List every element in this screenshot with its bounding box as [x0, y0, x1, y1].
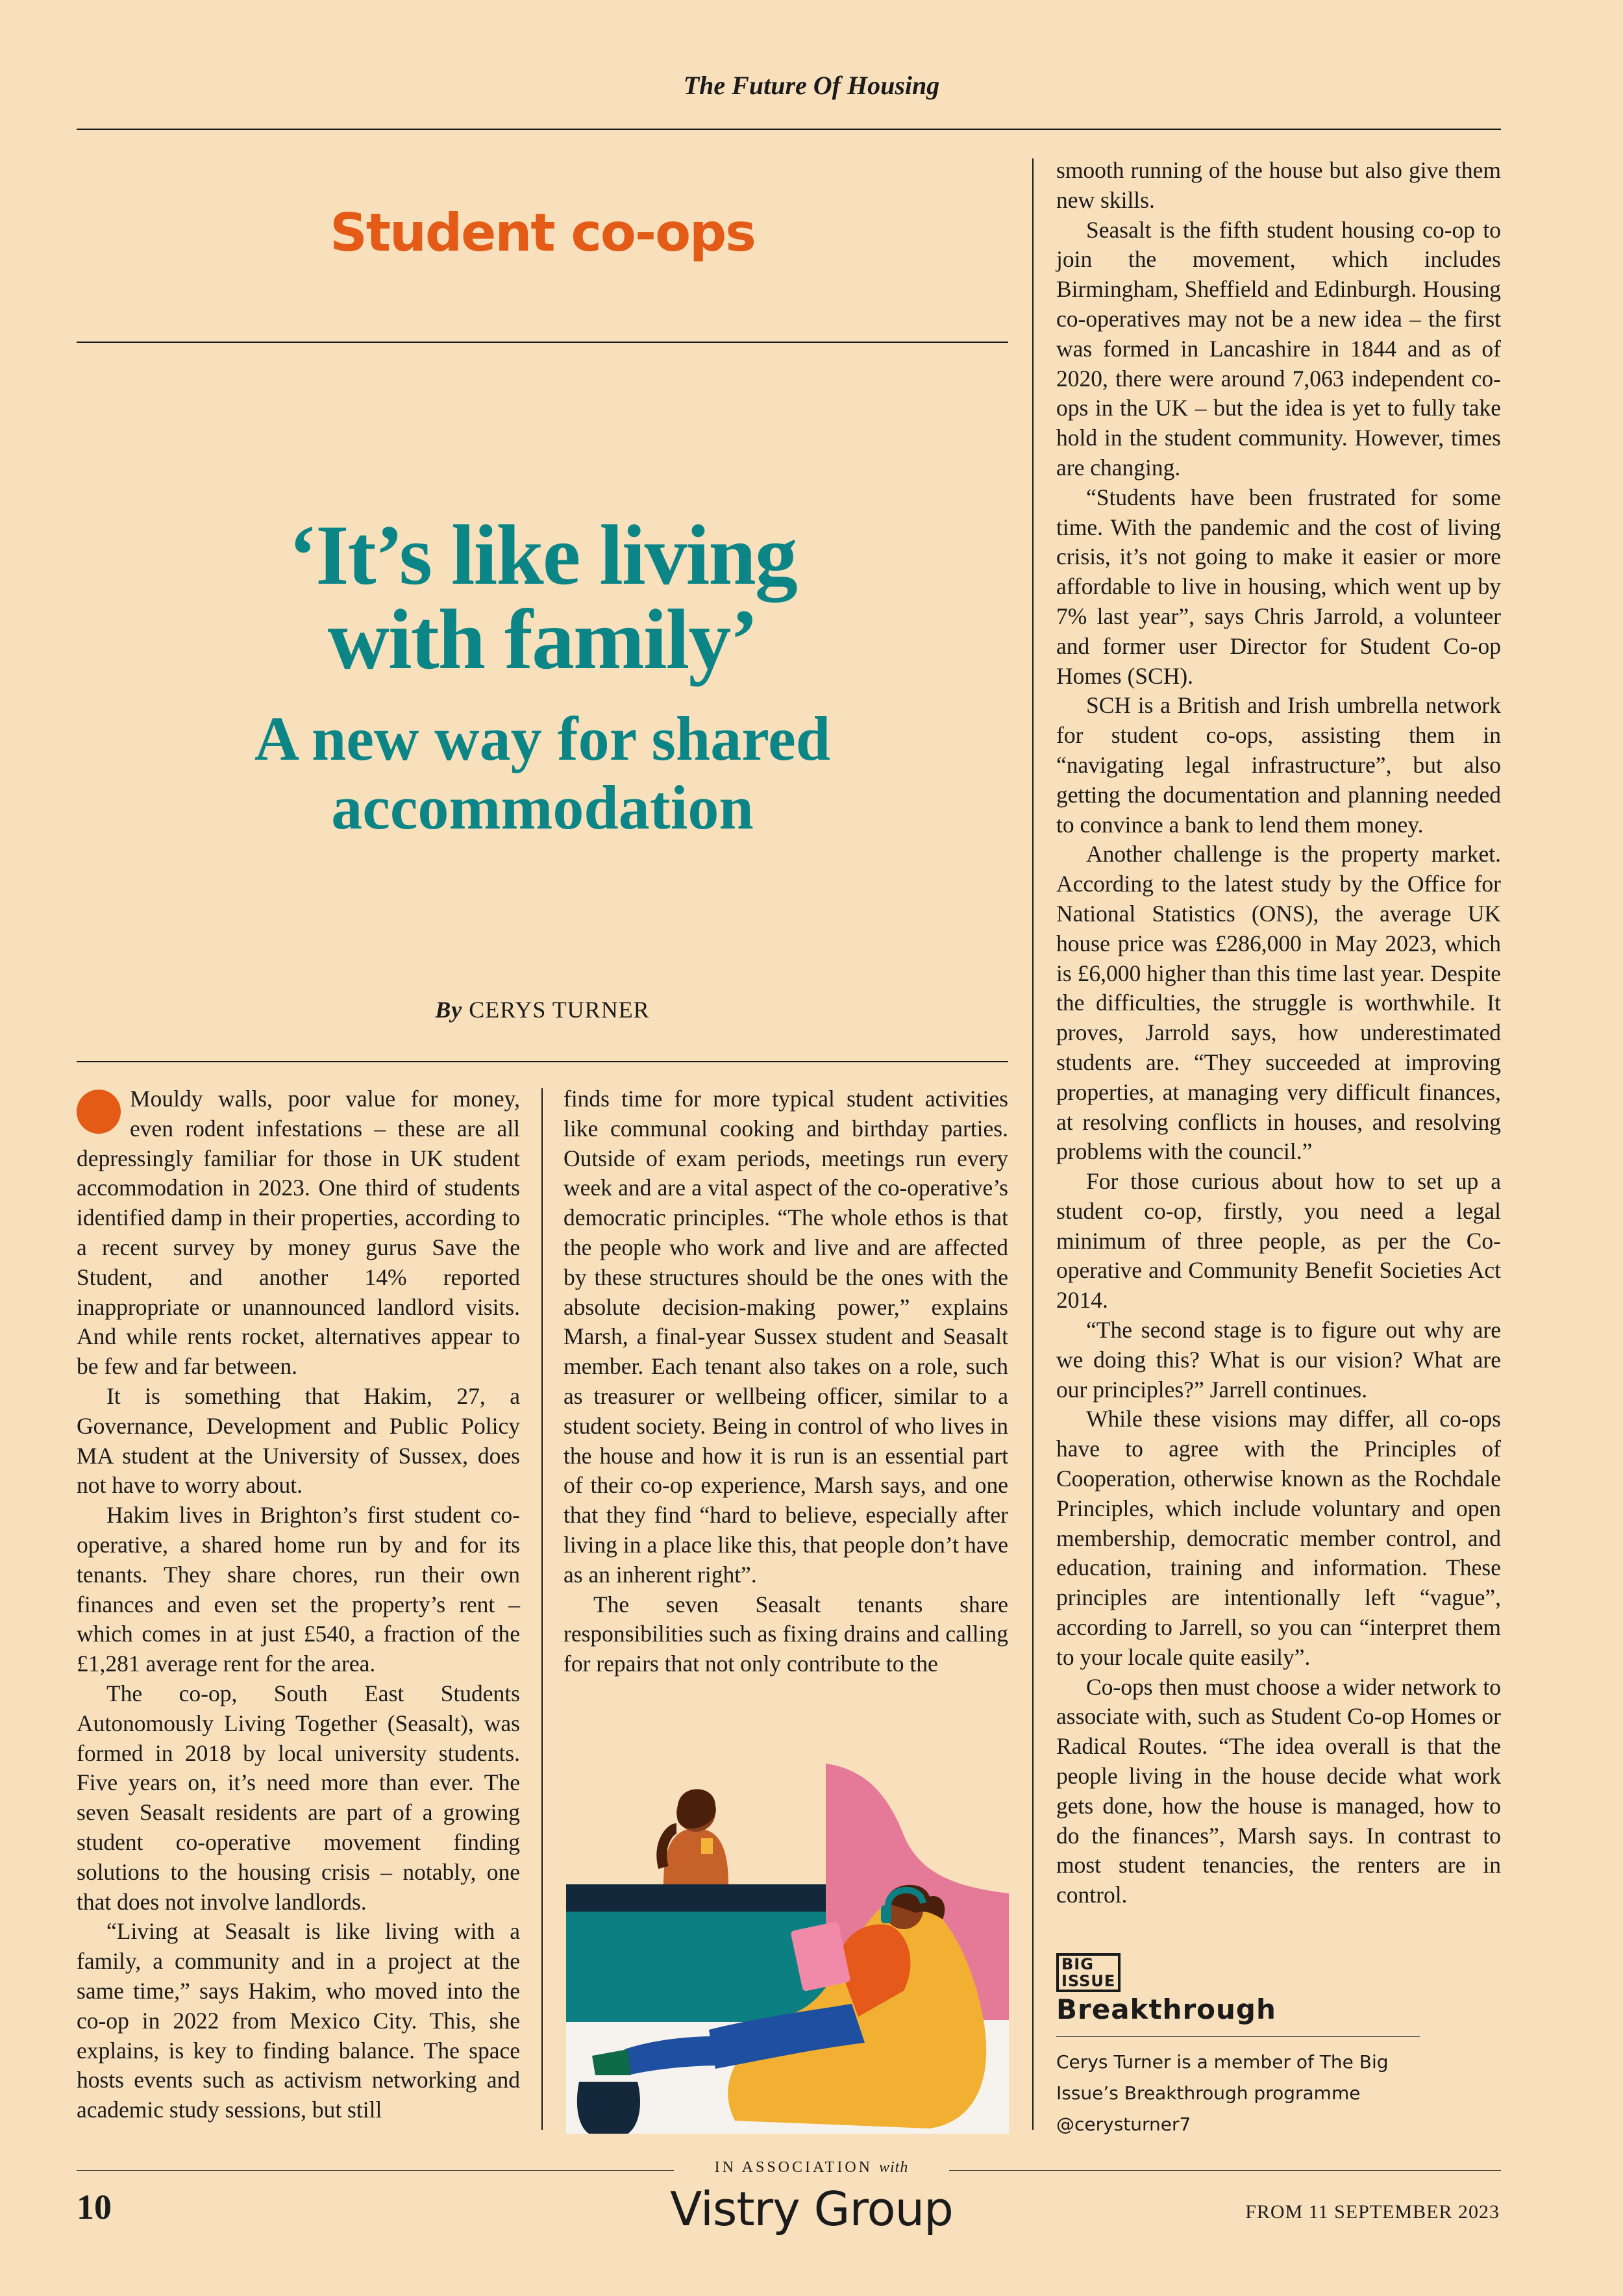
- paragraph: Co-ops then must choose a wider network to associate with, such as Student Co-op Homes or Radical Routes. “The idea overall is that the people living in the house decide what work gets done, how the house is managed, how to do the finances”, Marsh says. In contrast to most student tenancies, the renters are in control.: [1056, 1673, 1501, 1908]
- header-rule: [77, 129, 1501, 130]
- paragraph: Hakim lives in Brighton’s first student co-operative, a shared home run by and for its tenants. They share chores, run their own finances and even set the property’s rent – which comes in at just £540, a fraction of the £1,281 average rent for the area.: [77, 1502, 520, 1677]
- paragraph: Mouldy walls, poor value for money, even rodent infestations – these are all depressingly familiar for those in UK student accommodation in 2023. One third of students identified damp in their properties, according to a recent survey by money gurus Save the Student, and another 14% reported inappropriate or unannounced landlord visits. And while rents rocket, alternatives appear to be few and far between.: [77, 1086, 520, 1380]
- article-column-3: [1056, 156, 1501, 1910]
- article-column-1: [77, 1084, 520, 2125]
- breakthrough-rule: [1056, 2036, 1420, 2037]
- paragraph: Seasalt is the fifth student housing co-op to join the movement, which includes Birmingham, Sheffield and Edinburgh. Housing co-operatives may not be a new idea – the first was formed in Lancashire in 1844 and as of 2020, there were around 7,063 independent co-ops in the UK – but the idea is yet to fully take hold in the student community. However, times are changing.: [1056, 216, 1501, 480]
- author-note: [1056, 2047, 1420, 2140]
- paragraph: The co-op, South East Students Autonomously Living Together (Seasalt), was formed in 2018 by local university students. Five years on, it’s need more than ever. The seven Seasalt residents are part of a growing student co-operative movement finding solutions to the housing crisis – notably, one that does not involve landlords.: [77, 1680, 520, 1915]
- students-relaxing-illustration: [566, 1731, 1009, 2134]
- paragraph: SCH is a British and Irish umbrella network for student co-ops, assisting them in “navigating legal infrastructure”, but also getting the documentation and planning needed to convince a bank to lend them money.: [1056, 692, 1501, 838]
- sponsor-logo: Vistry Group: [670, 2182, 953, 2236]
- association-text: IN ASSOCIATION: [714, 2159, 873, 2176]
- author-note-line-1: Cerys Turner is a member of The Big: [1056, 2051, 1389, 2073]
- dropcap-dot-icon: [77, 1090, 121, 1134]
- big-issue-logo-line-1: BIG: [1061, 1955, 1094, 1973]
- byline-rule: [77, 1061, 1008, 1062]
- subheadline: [77, 705, 1008, 842]
- paragraph: For those curious about how to set up a student co-op, firstly, you need a legal minimum of three people, as per the Co-operative and Community Benefit Societies Act 2014.: [1056, 1168, 1501, 1314]
- big-issue-logo-line-2: ISSUE: [1061, 1972, 1116, 1990]
- column-divider-1: [541, 1088, 543, 2130]
- headline: [77, 507, 1008, 687]
- paragraph: smooth running of the house but also give them new skills.: [1056, 157, 1501, 213]
- article-column-2: [564, 1084, 1008, 1679]
- author-handle: @cerysturner7: [1056, 2114, 1191, 2135]
- paragraph: finds time for more typical student activities like communal cooking and birthday parties. Outside of exam periods, meetings run every week and are a vital aspect of the co-operative’s democratic principles. “The whole ethos is that the people who work and live and are affected by these structures should be the ones with the absolute decision-making power,” explains Marsh, a final-year Sussex student and Seasalt member. Each tenant also takes on a role, such as treasurer or wellbeing officer, similar to a student society. Being in control of who lives in the house and how it is run is an essential part of their co-op experience, Marsh says, and one that they find “hard to believe, especially after living in a place like this, that people don’t have as an inherent right”.: [564, 1086, 1008, 1588]
- big-issue-logo: [1056, 1953, 1121, 1992]
- association-label: [0, 2159, 1623, 2177]
- subheadline-line-1: A new way for shared: [254, 704, 831, 773]
- byline-author: CERYS TURNER: [469, 997, 650, 1023]
- column-divider-2: [1032, 158, 1034, 2130]
- paragraph: It is something that Hakim, 27, a Governance, Development and Public Policy MA student at the University of Sussex, does not have to worry about.: [77, 1382, 520, 1499]
- headline-line-1: ‘It’s like living: [288, 507, 797, 603]
- association-with: with: [879, 2159, 909, 2176]
- breakthrough-wordmark: Breakthrough: [1056, 1993, 1276, 2025]
- page-number: 10: [77, 2188, 112, 2227]
- headline-line-2: with family’: [327, 592, 758, 687]
- big-issue-logo-box: [1056, 1953, 1121, 1992]
- issue-date: FROM 11 SEPTEMBER 2023: [1245, 2201, 1500, 2223]
- paragraph: Another challenge is the property market. According to the latest study by the Office for National Statistics (ONS), the average UK house price was £286,000 in May 2023, which is £6,000 higher than this time last year. Despite the difficulties, the struggle is worthwhile. It proves, Jarrold says, how underestimated students are. “They succeeded at improving properties, at managing very difficult finances, at resolving conflicts in houses, and resolving problems with the council.”: [1056, 841, 1501, 1165]
- byline: [77, 996, 1008, 1023]
- paragraph: While these visions may differ, all co-ops have to agree with the Principles of Cooperation, otherwise known as the Rochdale Principles, which include voluntary and open membership, democratic member control, and education, training and information. These principles are intentionally left “vague”, according to Jarrell, so you can “interpret them to your locale quite easily”.: [1056, 1406, 1501, 1670]
- paragraph: “The second stage is to figure out why are we doing this? What is our vision? What are our principles?” Jarrell continues.: [1056, 1317, 1501, 1403]
- section-rule: [77, 342, 1008, 343]
- subheadline-line-2: accommodation: [331, 773, 754, 842]
- running-title: The Future Of Housing: [683, 71, 940, 100]
- paragraph: “Living at Seasalt is like living with a family, a community and in a project at the same time,” says Hakim, who moved into the co-op in 2022 from Mexico City. This, she explains, is key to finding balance. The space hosts events such as activism networking and academic study sessions, but still: [77, 1918, 520, 2123]
- paragraph: The seven Seasalt tenants share responsibilities such as fixing drains and calling for repairs that not only contribute to the: [564, 1591, 1008, 1677]
- paragraph: “Students have been frustrated for some time. With the pandemic and the cost of living crisis, it’s not going to make it easier or more affordable to live in housing, which went up by 7% last year”, says Chris Jarrold, a volunteer and former user Director for Student Co-op Homes (SCH).: [1056, 484, 1501, 689]
- byline-by: By: [435, 997, 463, 1023]
- section-title: Student co-ops: [330, 203, 755, 263]
- author-note-line-2: Issue’s Breakthrough programme: [1056, 2082, 1361, 2104]
